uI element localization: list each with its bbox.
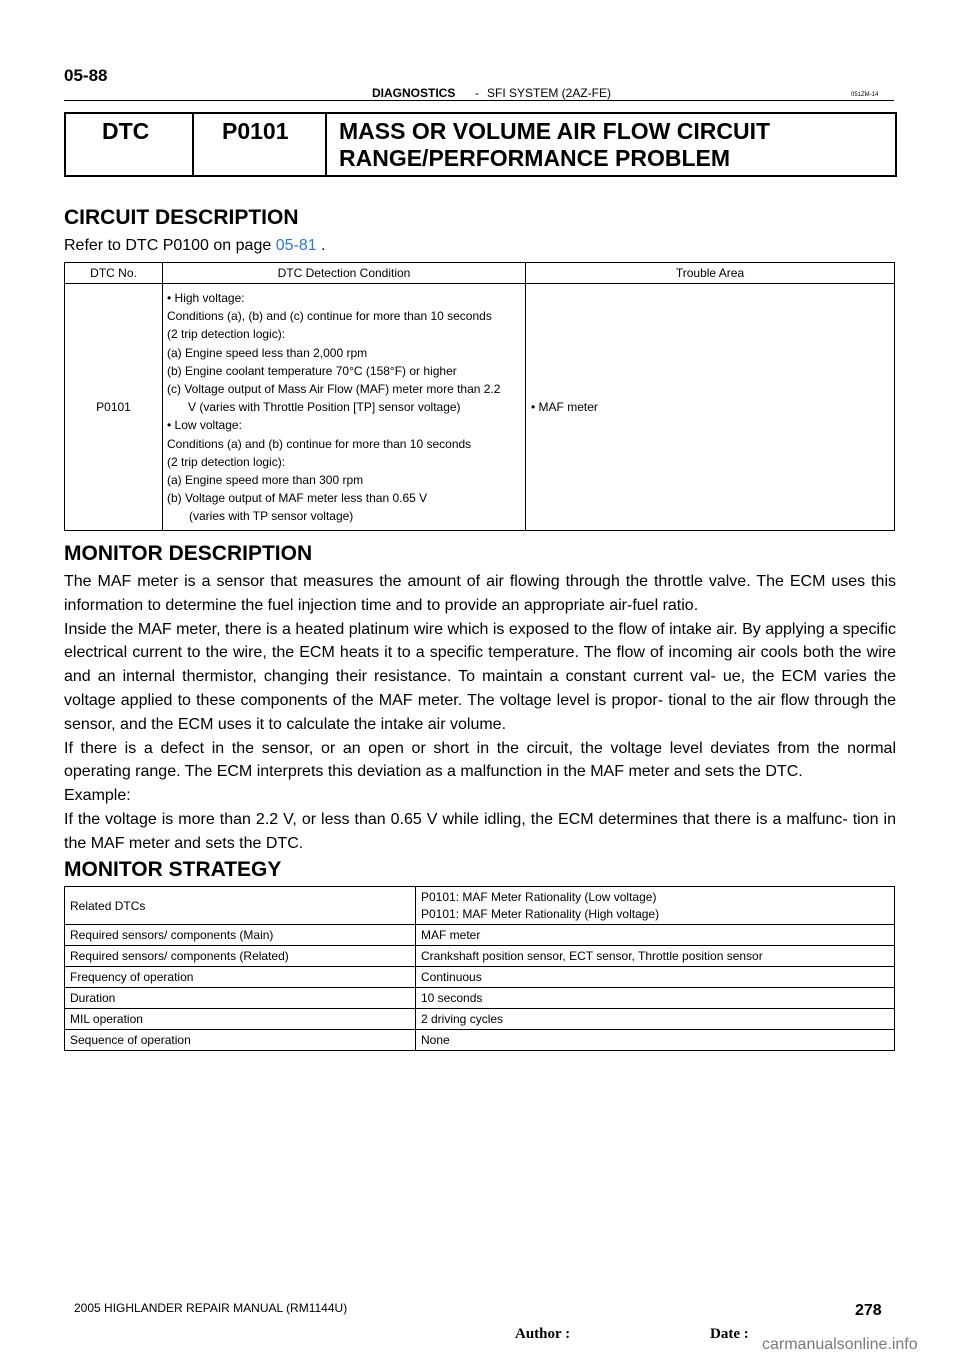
monitor-strategy-heading: MONITOR STRATEGY [64, 858, 282, 881]
condition-line: (a) Engine speed less than 2,000 rpm [167, 345, 368, 360]
column-header: DTC No. [65, 263, 163, 284]
page-reference-link[interactable]: 05-81 [275, 237, 317, 254]
paragraph: If the voltage is more than 2.2 V, or less than 0.65 V while idling, the ECM determines that there is a malfunc- tion in the MAF meter and sets the DTC. [64, 810, 896, 852]
condition-line: • Low voltage: [167, 418, 242, 433]
strategy-value: Continuous [416, 967, 895, 988]
page-number: 05-88 [64, 66, 108, 85]
strategy-value: 2 driving cycles [416, 1009, 895, 1030]
circuit-description-heading: CIRCUIT DESCRIPTION [64, 206, 299, 229]
header-system: SFI SYSTEM (2AZ-FE) [487, 86, 612, 100]
page-count: 278 [855, 1302, 882, 1319]
strategy-label: Related DTCs [65, 887, 416, 925]
strategy-label: MIL operation [65, 1009, 416, 1030]
strategy-label: Sequence of operation [65, 1030, 416, 1051]
paragraph: Inside the MAF meter, there is a heated platinum wire which is exposed to the flow of intake air. By applying a specific electrical current to the wire, the ECM heats it to a specific temperature. The flow of incoming air cools both the wire and an internal thermistor, changing their resistance. To maintain a constant current val- ue, the ECM varies the voltage applied to these components of the MAF meter. The voltage level is propor- tional to the air flow through the sensor, and the ECM uses it to calculate the intake air volume. [64, 620, 896, 733]
condition-line: (a) Engine speed more than 300 rpm [167, 473, 364, 488]
condition-line: (b) Voltage output of MAF meter less than 0.65 V [167, 491, 428, 506]
strategy-value: MAF meter [416, 925, 895, 946]
table-row [65, 967, 895, 988]
condition-line: V (varies with Throttle Position [TP] sensor voltage) [188, 400, 461, 415]
condition-line: (2 trip detection logic): [167, 454, 286, 469]
header-rule [64, 100, 894, 101]
table-row [65, 988, 895, 1009]
column-header: Trouble Area [526, 263, 895, 284]
header-doc-code: 051ZM-14 [851, 92, 879, 98]
table-row [65, 946, 895, 967]
reference-text: Refer to DTC P0100 on page [64, 237, 276, 254]
author-label: Author : [515, 1326, 571, 1342]
monitor-description-heading: MONITOR DESCRIPTION [64, 542, 313, 565]
condition-line: (b) Engine coolant temperature 70°C (158°F) or higher [167, 363, 457, 378]
title-divider [325, 112, 327, 175]
reference-end: . [316, 237, 326, 254]
paragraph: If there is a defect in the sensor, or an open or short in the circuit, the voltage level deviates from the normal operating range. The ECM interprets this deviation as a malfunction in the MAF meter and sets the DTC. [64, 739, 896, 781]
detection-condition [163, 284, 526, 531]
table-header-row [65, 263, 895, 284]
dtc-table [64, 262, 895, 531]
monitor-description-body [64, 570, 896, 856]
condition-line: Conditions (a) and (b) continue for more than 10 seconds [167, 436, 472, 451]
title-dtc-label: DTC [102, 118, 150, 144]
strategy-value: 10 seconds [416, 988, 895, 1009]
paragraph: Example: [64, 787, 131, 805]
strategy-label: Required sensors/ components (Related) [65, 946, 416, 967]
paragraph: The MAF meter is a sensor that measures the amount of air flowing through the throttle valve. The ECM uses this information to determine the fuel injection time and to provide an appropriate air-fuel ratio. [64, 573, 896, 614]
table-row [65, 1009, 895, 1030]
strategy-label: Duration [65, 988, 416, 1009]
table-row [65, 925, 895, 946]
title-dtc-code: P0101 [222, 118, 289, 144]
trouble-area: • MAF meter [526, 284, 895, 531]
title-line-1: MASS OR VOLUME AIR FLOW CIRCUIT [339, 118, 771, 144]
condition-line: Conditions (a), (b) and (c) continue for more than 10 seconds [167, 309, 492, 324]
column-header: DTC Detection Condition [163, 263, 526, 284]
watermark: carmanualsonline.info [762, 1336, 918, 1353]
condition-line: (c) Voltage output of Mass Air Flow (MAF) meter more than 2.2 [167, 382, 501, 397]
title-divider [192, 112, 194, 175]
strategy-label: Frequency of operation [65, 967, 416, 988]
strategy-label: Required sensors/ components (Main) [65, 925, 416, 946]
dtc-number: P0101 [65, 284, 163, 531]
manual-title: 2005 HIGHLANDER REPAIR MANUAL (RM1144U) [74, 1301, 348, 1315]
header-section: DIAGNOSTICS [372, 86, 456, 100]
reference-line [64, 237, 326, 255]
date-label: Date : [710, 1326, 749, 1342]
title-description [339, 118, 879, 172]
table-row [65, 887, 895, 925]
title-line-2: RANGE/PERFORMANCE PROBLEM [339, 145, 731, 171]
table-row [65, 284, 895, 531]
table-row [65, 1030, 895, 1051]
condition-line: (varies with TP sensor voltage) [189, 509, 354, 524]
condition-line: (2 trip detection logic): [167, 327, 286, 342]
strategy-value: None [416, 1030, 895, 1051]
related-dtc: P0101: MAF Meter Rationality (Low voltage) [421, 889, 657, 904]
header-separator: - [475, 86, 479, 100]
strategy-table [64, 886, 895, 1051]
strategy-value [416, 887, 895, 925]
strategy-value: Crankshaft position sensor, ECT sensor, Throttle position sensor [416, 946, 895, 967]
related-dtc: P0101: MAF Meter Rationality (High voltage) [421, 906, 660, 921]
condition-line: • High voltage: [167, 291, 245, 305]
